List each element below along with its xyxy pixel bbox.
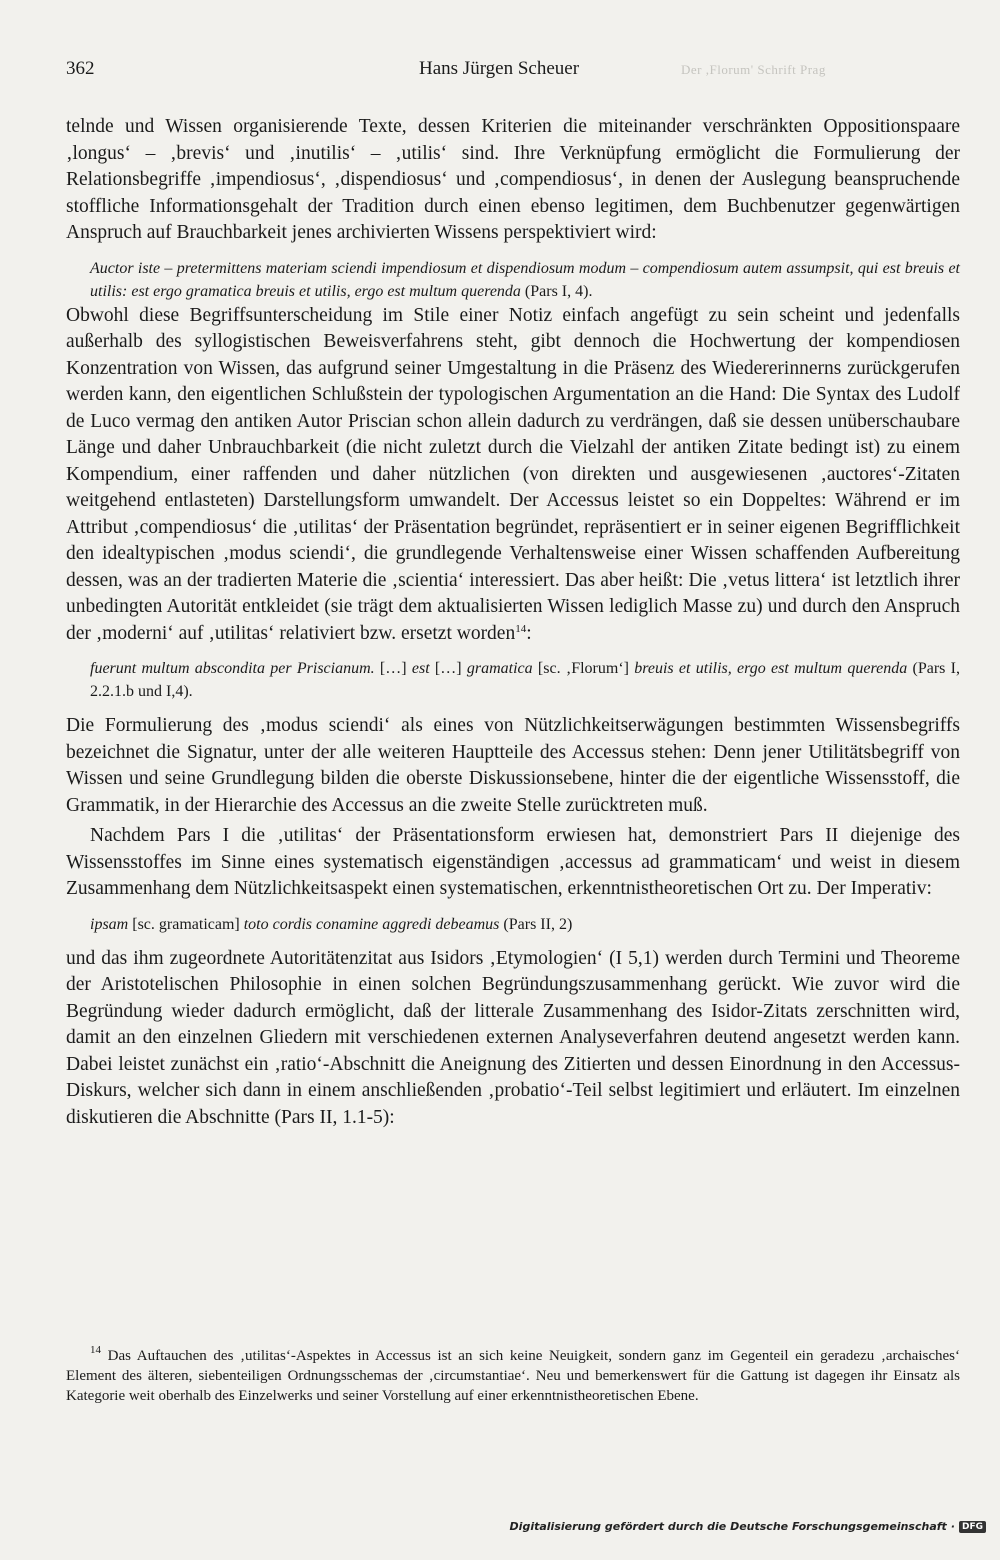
running-head-author: Hans Jürgen Scheuer [419, 58, 580, 79]
bleed-through-text: Der ,Florum' Schrift Prag [681, 62, 826, 77]
page-number: 362 [66, 58, 95, 79]
quote-reference: (Pars I, 4). [520, 282, 593, 300]
footnote-text: Das Auftauchen des ‚utilitas‘-Aspektes in Accessus ist an sich keine Neuigkeit, sondern ganz im Gegenteil ein geradezu ‚archaisches‘ Element des älteren, siebenteiligen Ordnungsschemas der ‚circumstantiae‘. Neu und bemerkenswert für die Gattung ist dagegen ihr Einsatz als Kategorie weit oberhalb des Einzelwerks und seiner Vorstellung auf einer erkenntnistheoretischen Ebene. [66, 1348, 960, 1404]
credit-text: Digitalisierung gefördert durch die Deutsche Forschungsgemeinschaft [509, 1520, 947, 1533]
paragraph-3: Die Formulierung des ‚modus sciendi‘ als eines von Nützlichkeitserwägungen bestimmten Wissensbegriffs bezeichnet die Signatur, unter der alle weiteren Hauptteile des Accessus stehen: Denn jener Utilitätsbegriff von Wissen und seine Grundlegung bilden die oberste Diskussionsebene, hinter die der eigentliche Wissensstoff, die Grammatik, in der Hierarchie des Accessus an die zweite Stelle zurücktreten muß. [66, 715, 960, 816]
page-body [66, 114, 960, 1131]
quote-latin: Auctor iste – pretermittens materiam sciendi impendiosum et dispendiosum modum – compendiosum autem assumpsit, qui est breuis et utilis: est ergo gramatica breuis et utilis, ergo est multum querenda [90, 259, 960, 300]
paragraph-2: Obwohl diese Begriffsunterscheidung im Stile einer Notiz einfach angefügt zu sein scheint und jedenfalls außerhalb des syllogistischen Beweisverfahrens steht, gibt dennoch die Hochwertung der kompendiosen Konzentration von Wissen, das aufgrund seiner Umgestaltung in die Präsenz des Wiedererinnerns zurückgerufen werden kann, den eigentlichen Schlußstein der typologischen Argumentation an die Hand: Die Syntax des Ludolf de Luco vermag den antiken Autor Priscian schon allein dadurch zu verdrängen, daß sie dessen unüberschaubare Länge und daher Unbrauchbarkeit (die nicht zuletzt durch die Vielzahl der antiken Zitate bedingt ist) zu einem Kompendium, einer raffenden und daher nützlichen (von direkten und ausgewiesenen ‚auctores‘-Zitaten weitgehend entlasteten) Darstellungsform umwandelt. Der Accessus leistet so ein Doppeltes: Während er im Attribut ‚compendiosus‘ die ‚utilitas‘ der Präsentation begründet, repräsentiert er in seiner eigenen Begrifflichkeit den idealtypischen ‚modus sciendi‘, die grundlegende Verhaltensweise einer Wissen schaffenden Aufbereitung dessen, was an der tradierten Materie die ‚scientia‘ interessiert. Das aber heißt: Die ‚vetus littera‘ ist letztlich ihrer unbedingten Autorität entkleidet (sie trägt dem aktualisierten Wissen lediglich Masse zu) und durch den Anspruch der ‚moderni‘ auf ‚utilitas‘ relativiert bzw. ersetzt worden$^{14}$: [66, 304, 960, 644]
block-quote-2: fuerunt multum abscondita per Priscianum. […] est […] gramatica [sc. ‚Florum‘] breuis et utilis, ergo est multum querenda (Pars I, 2.2.1.b und I,4). [90, 660, 961, 700]
block-quote-3: ipsam [sc. gramaticam] toto cordis conamine aggredi debeamus (Pars II, 2) [90, 915, 573, 933]
dfg-logo-icon: DFG [959, 1521, 986, 1533]
digitization-credit: Digitalisierung gefördert durch die Deutsche Forschungsgemeinschaft · DFG [510, 1520, 986, 1533]
footnote-number: 14 [90, 1344, 101, 1356]
paragraph-5: und das ihm zugeordnete Autoritätenzitat aus Isidors ‚Etymologien‘ (I 5,1) werden durch Termini und Theoreme der Aristotelischen Philosophie in einen solchen Begründungszusammenhang gerückt. Wie zuvor wird die Begründung wieder dadurch ermöglicht, daß der litterale Zusammenhang des Isidor-Zitats zerschnitten wird, damit an den einzelnen Gliedern mit verschiedenen externen Analyseverfahren deutend angesetzt werden kann. Dabei leistet zunächst ein ‚ratio‘-Abschnitt die Aneignung des Zitierten und dessen Einordnung in den Accessus-Diskurs, welcher sich dann in einem anschließenden ‚probatio‘-Teil selbst legitimiert und erläutert. Im einzelnen diskutieren die Abschnitte (Pars II, 1.1-5): [66, 947, 960, 1128]
paragraph-1: telnde und Wissen organisierende Texte, dessen Kriterien die miteinander verschränkten Oppositionspaare ‚longus‘ – ‚brevis‘ und ‚inutilis‘ – ‚utilis‘ sind. Ihre Verknüpfung ermöglicht die Formulierung der Relationsbegriffe ‚impendiosus‘, ‚dispendiosus‘ und ‚compendiosus‘, in denen der Auslegung beanspruchende stoffliche Informationsgehalt der Tradition durch einen ebenso legitimen, dem Buchbenutzer gegenwärtigen Anspruch auf Brauchbarkeit jenes archivierten Wissens perspektiviert wird: [66, 116, 960, 243]
footnote-marker: 14 [515, 622, 527, 635]
footnote-14 [66, 1346, 960, 1406]
block-quote-1 [66, 257, 960, 303]
page-header [66, 58, 960, 88]
paragraph-4: Nachdem Pars I die ‚utilitas‘ der Präsentationsform erwiesen hat, demonstriert Pars II diejenige des Wissensstoffes im Sinne eines systematisch eigenständigen ‚accessus ad grammaticam‘ und weist in diesem Zusammenhang dem Nützlichkeitsaspekt einen systematischen, erkenntnistheoretischen Ort zu. Der Imperativ: [66, 825, 960, 899]
